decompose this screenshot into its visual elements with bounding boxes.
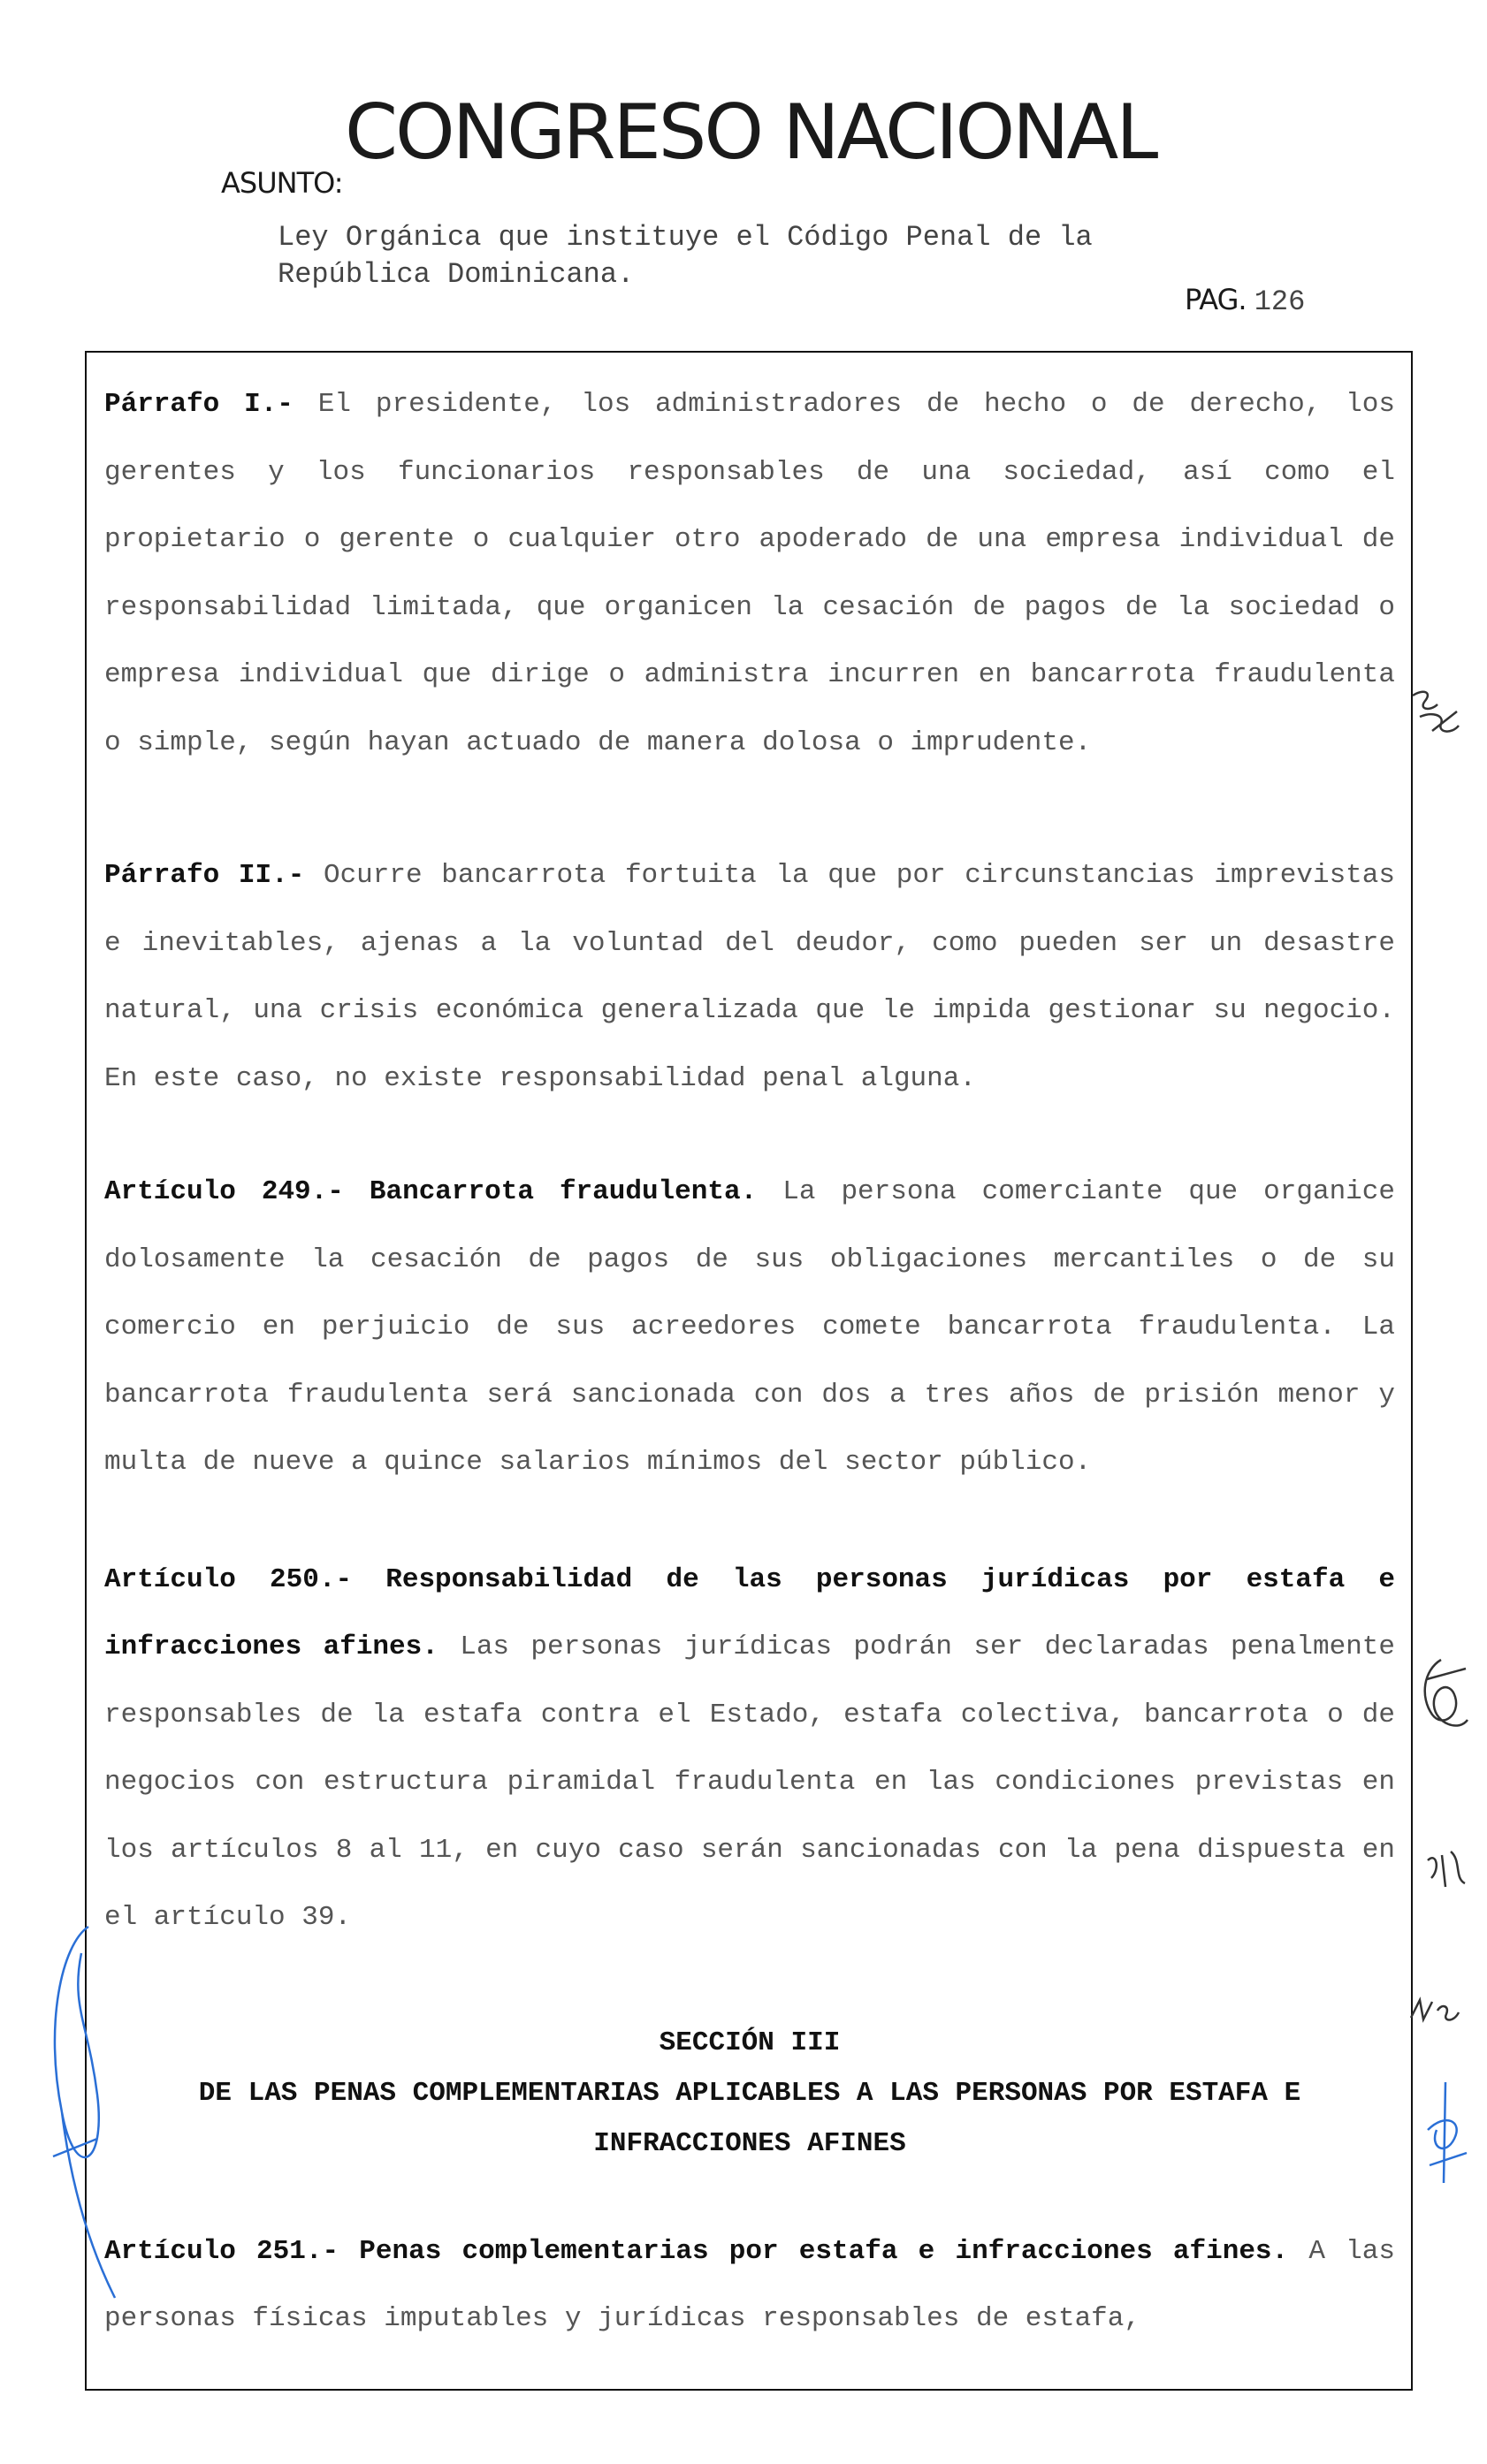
- paragraph-heading: Párrafo I.-: [104, 389, 294, 420]
- signature-initials-4: [1406, 1993, 1468, 2028]
- article-251: [104, 2218, 1395, 2354]
- page-label: PAG.: [1185, 283, 1247, 316]
- section-subtitle-line-1: DE LAS PENAS COMPLEMENTARIAS APLICABLES A LAS PERSONAS POR ESTAFA E: [198, 2077, 1301, 2109]
- document-body: [104, 371, 1395, 2354]
- section-subtitle-line-2: INFRACCIONES AFINES: [593, 2127, 906, 2159]
- section-title: SECCIÓN III: [659, 2027, 841, 2058]
- article-text: Las personas jurídicas podrán ser declaradas penalmente responsables de la estafa contra el Estado, estafa colectiva, bancarrota o de negocios con estructura piramidal fraudulenta en las condiciones previstas en los artículos 8 al 11, en cuyo caso serán sancionadas con la pena dispuesta en el artículo 39.: [104, 1631, 1395, 1933]
- article-text: A las personas físicas imputables y jurídicas responsables de estafa,: [104, 2235, 1395, 2334]
- page-indicator: [1185, 283, 1305, 318]
- subject-line-2: República Dominicana.: [278, 258, 635, 291]
- paragraph-parrafo-2: [104, 842, 1395, 1113]
- paragraph-heading: Párrafo II.-: [104, 860, 305, 891]
- article-heading: Artículo 250.- Responsabilidad de las personas jurídicas por estafa e infracciones afines.: [104, 1563, 1395, 1662]
- paragraph-parrafo-1: [104, 371, 1395, 777]
- section-heading: [104, 2018, 1395, 2169]
- subject-text: [278, 219, 1093, 293]
- header-title: CONGRESO NACIONAL: [345, 88, 1156, 177]
- signature-initials-5: [1419, 2077, 1472, 2192]
- article-250: [104, 1547, 1395, 1952]
- signature-initials-3: [1419, 1843, 1472, 1896]
- asunto-label: ASUNTO:: [221, 166, 343, 200]
- article-249: [104, 1159, 1395, 1497]
- subject-line-1: Ley Orgánica que instituye el Código Penal de la: [278, 221, 1093, 254]
- page-number: 126: [1254, 285, 1306, 318]
- paragraph-text: El presidente, los administradores de hecho o de derecho, los gerentes y los funcionarios responsables de una sociedad, así como el propietario o gerente o cualquier otro apoderado de una empresa individual de responsabilidad limitada, que organicen la cesación de pagos de la sociedad o empresa individual que dirige o administra incurren en bancarrota fraudulenta o simple, según hayan actuado de manera dolosa o imprudente.: [104, 389, 1395, 758]
- signature-initials-2: [1415, 1653, 1476, 1741]
- paragraph-text: Ocurre bancarrota fortuita la que por circunstancias imprevistas e inevitables, ajenas a la voluntad del deudor, como pueden ser un desastre natural, una crisis económica generalizada que le impida gestionar su negocio. En este caso, no existe responsabilidad penal alguna.: [104, 860, 1395, 1094]
- signature-initials-1: [1406, 685, 1468, 747]
- article-heading: Artículo 249.- Bancarrota fraudulenta.: [104, 1176, 758, 1207]
- article-heading: Artículo 251.- Penas complementarias por estafa e infracciones afines.: [104, 2235, 1289, 2267]
- article-text: La persona comerciante que organice dolosamente la cesación de pagos de sus obligaciones mercantiles o de su comercio en perjuicio de sus acreedores comete bancarrota fraudulenta. La bancarrota fraudulenta será sancionada con dos a tres años de prisión menor y multa de nueve a quince salarios mínimos del sector público.: [104, 1176, 1395, 1478]
- signature-blue-loop: [35, 1918, 141, 2307]
